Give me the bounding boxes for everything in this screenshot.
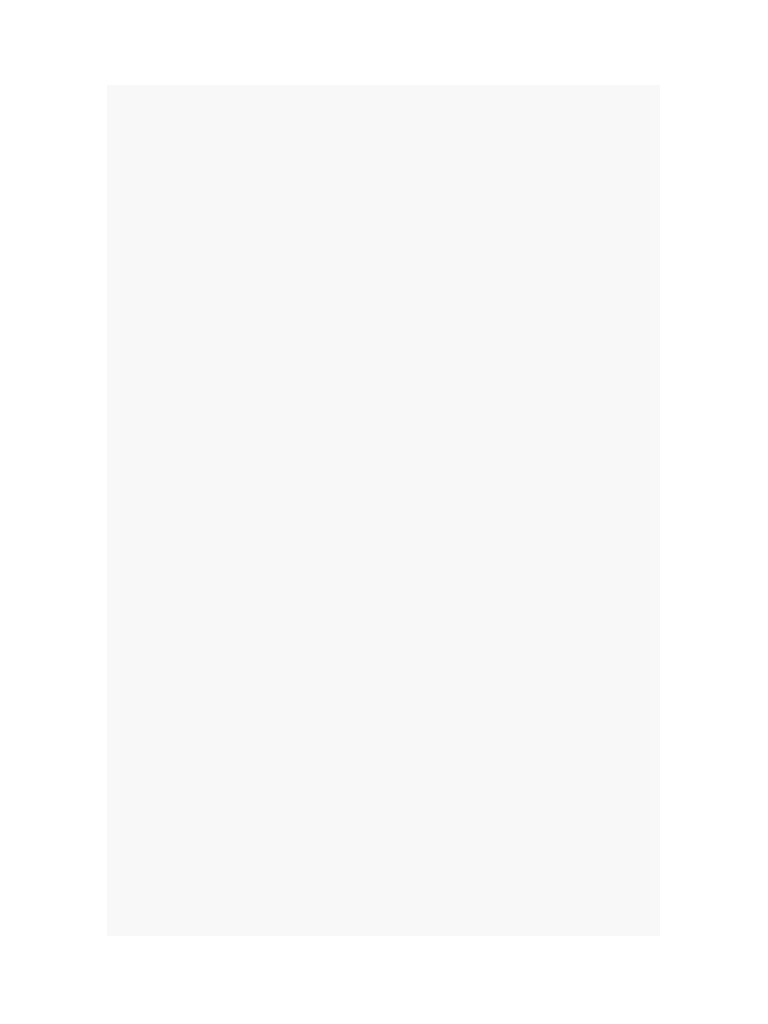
document-page — [107, 85, 660, 936]
